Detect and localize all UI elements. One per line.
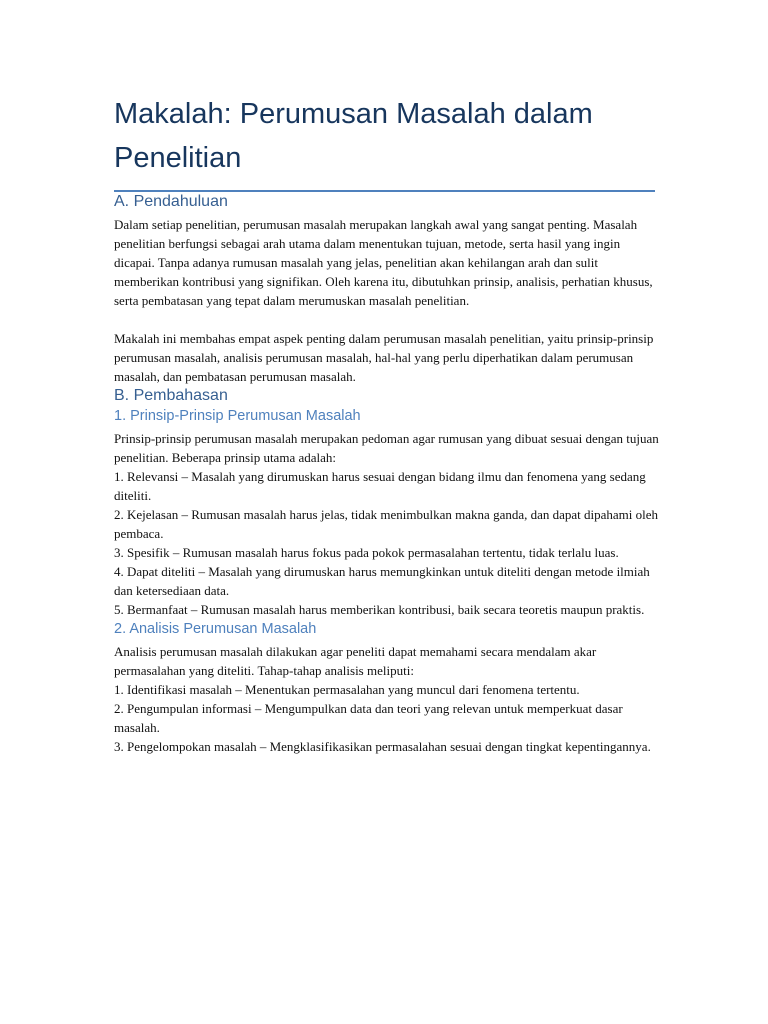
subsection-2-intro: Analisis perumusan masalah dilakukan agar peneliti dapat memahami secara mendalam akar permasalahan yang diteliti. Tahap-tahap analisis meliputi: [114,644,597,678]
section-a-heading: A. Pendahuluan [114,193,228,210]
section-a-paragraph-1: Dalam setiap penelitian, perumusan masalah merupakan langkah awal yang sangat penting. Masalah penelitian berfungsi sebagai arah utama dalam menentukan tujuan, metode, serta hasil yang ingin dicapai. Tanpa adanya rumusan masalah yang jelas, penelitian akan kehilangan arah dan sulit memberikan kontribusi yang signifikan. Oleh karena itu, dibutuhkan prinsip, analisis, perhatian khusus, serta pembatasan yang tepat dalam merumuskan masalah penelitian. [114,217,653,308]
list-item: 3. Spesifik – Rumusan masalah harus fokus pada pokok permasalahan tertentu, tidak terlalu luas. [114,545,619,560]
subsection-1-heading: 1. Prinsip-Prinsip Perumusan Masalah [114,408,361,424]
subsection-1-intro: Prinsip-prinsip perumusan masalah merupakan pedoman agar rumusan yang dibuat sesuai dengan tujuan penelitian. Beberapa prinsip utama adalah: [114,431,659,465]
list-item: 1. Identifikasi masalah – Menentukan permasalahan yang muncul dari fenomena tertentu. [114,682,580,697]
list-item: 5. Bermanfaat – Rumusan masalah harus memberikan kontribusi, baik secara teoretis maupun praktis. [114,602,645,617]
section-b-heading: B. Pembahasan [114,387,228,404]
list-item: 4. Dapat diteliti – Masalah yang dirumuskan harus memungkinkan untuk diteliti dengan metode ilmiah dan ketersediaan data. [114,564,650,598]
document-page [114,92,659,756]
page-title: Makalah: Perumusan Masalah dalam Penelitian [114,92,655,192]
list-item: 2. Kejelasan – Rumusan masalah harus jelas, tidak menimbulkan makna ganda, dan dapat dipahami oleh pembaca. [114,507,659,541]
list-item: 2. Pengumpulan informasi – Mengumpulkan data dan teori yang relevan untuk memperkuat dasar masalah. [114,701,623,735]
list-item: 1. Relevansi – Masalah yang dirumuskan harus sesuai dengan bidang ilmu dan fenomena yang sedang diteliti. [114,469,646,503]
section-a-paragraph-2: Makalah ini membahas empat aspek penting dalam perumusan masalah penelitian, yaitu prinsip-prinsip perumusan masalah, analisis perumusan masalah, hal-hal yang perlu diperhatikan dalam perumusan masalah, dan pembatasan perumusan masalah. [114,331,654,384]
list-item: 3. Pengelompokan masalah – Mengklasifikasikan permasalahan sesuai dengan tingkat kepentingannya. [114,739,651,754]
subsection-2-heading: 2. Analisis Perumusan Masalah [114,621,317,637]
